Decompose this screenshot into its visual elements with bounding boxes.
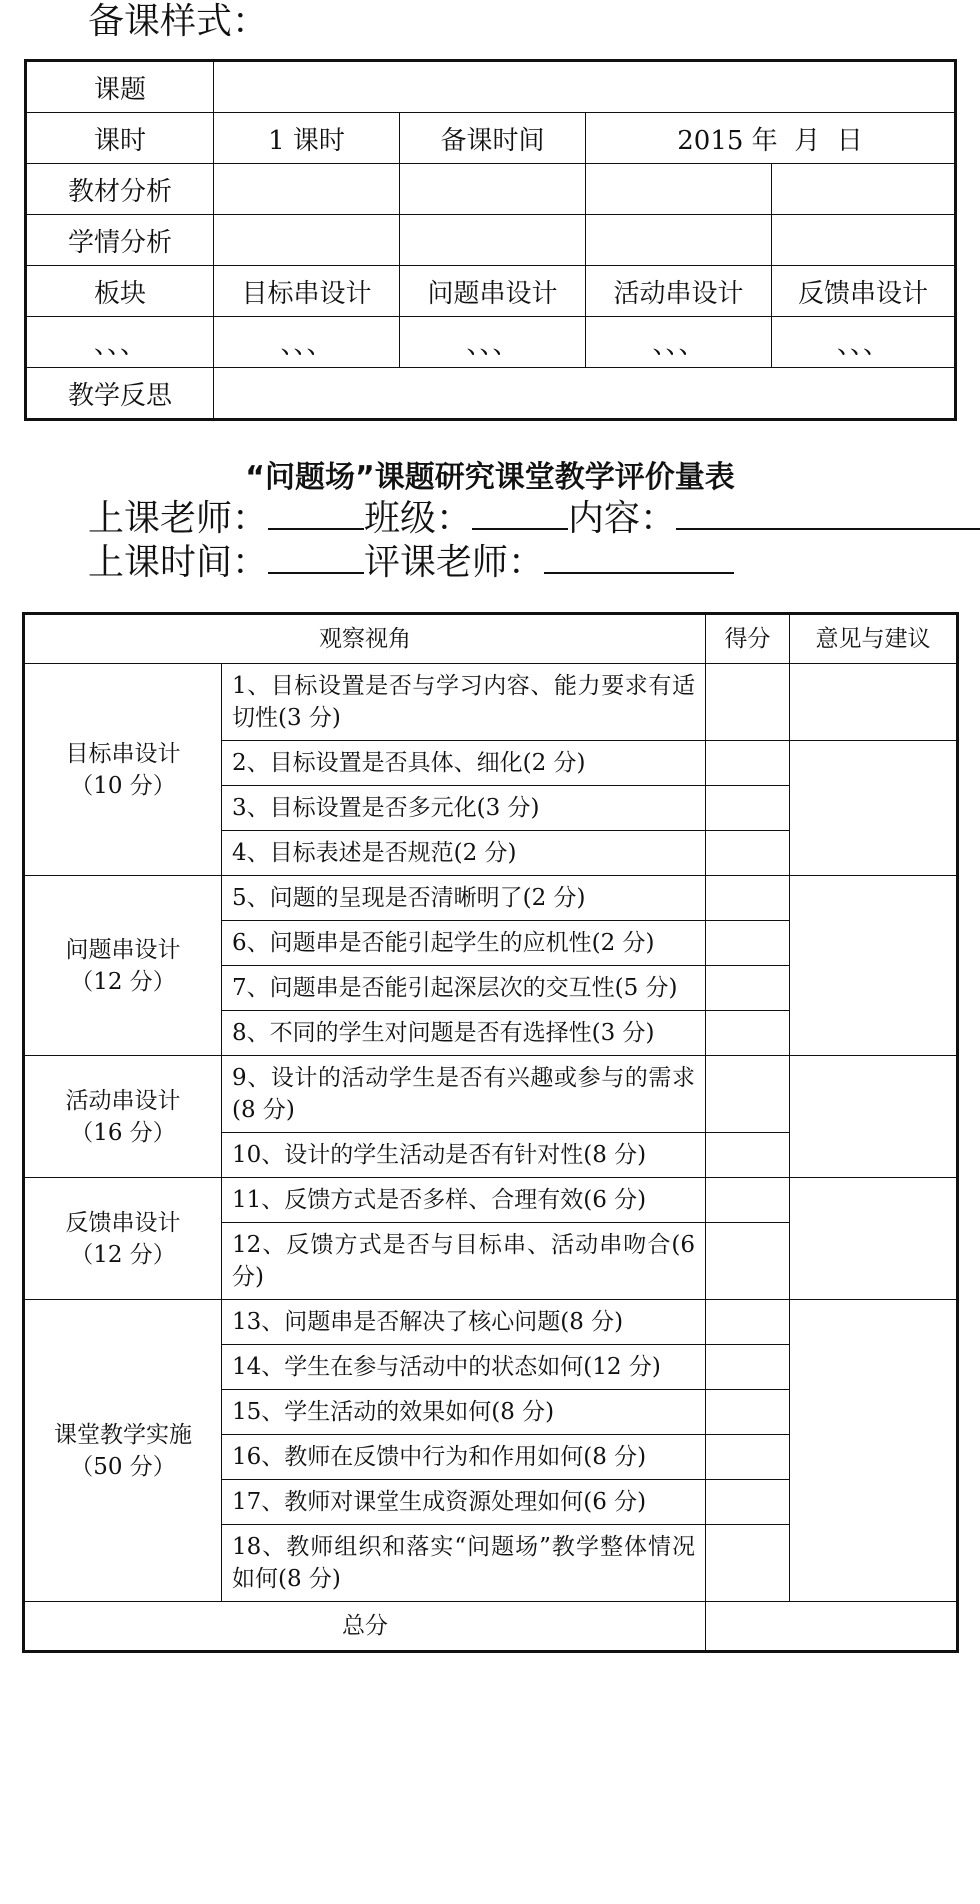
- score-cell[interactable]: [706, 1390, 790, 1435]
- criterion-text: 4、目标表述是否规范(2 分): [222, 831, 706, 876]
- column-feedback: 反馈串设计: [772, 266, 956, 317]
- lesson-prep-table: [24, 59, 957, 421]
- criterion-text: 2、目标设置是否具体、细化(2 分): [222, 741, 706, 786]
- criterion-text: 12、反馈方式是否与目标串、活动串吻合(6 分): [222, 1223, 706, 1300]
- reviewer-blank[interactable]: [544, 540, 734, 574]
- empty-cell: [586, 215, 772, 266]
- section-points: （16 分）: [70, 1119, 176, 1146]
- score-cell[interactable]: [706, 1056, 790, 1133]
- total-label: 总分: [24, 1602, 706, 1652]
- advice-cell[interactable]: [790, 1056, 958, 1178]
- ellipsis-cell: 、、、: [26, 317, 214, 368]
- criterion-text: 10、设计的学生活动是否有针对性(8 分): [222, 1133, 706, 1178]
- score-cell[interactable]: [706, 921, 790, 966]
- column-question: 问题串设计: [400, 266, 586, 317]
- score-cell[interactable]: [706, 1480, 790, 1525]
- table-row: [24, 1300, 958, 1345]
- section-title: 问题串设计: [65, 936, 181, 963]
- hours-row: [26, 113, 956, 164]
- ellipsis-cell: 、、、: [772, 317, 956, 368]
- topic-row: [26, 61, 956, 113]
- advice-cell[interactable]: [790, 1178, 958, 1300]
- criterion-text: 13、问题串是否解决了核心问题(8 分): [222, 1300, 706, 1345]
- reflection-cell: [214, 368, 956, 420]
- topic-cell: [214, 61, 956, 113]
- empty-cell: [214, 164, 400, 215]
- score-cell[interactable]: [706, 966, 790, 1011]
- content-label: 内容：: [568, 498, 677, 539]
- hours-value: 1 课时: [214, 113, 400, 164]
- score-cell[interactable]: [706, 1133, 790, 1178]
- empty-cell: [586, 164, 772, 215]
- col-score-header: 得分: [706, 614, 790, 664]
- score-cell[interactable]: [706, 1011, 790, 1056]
- column-activity: 活动串设计: [586, 266, 772, 317]
- score-cell[interactable]: [706, 1178, 790, 1223]
- evaluation-title: “问题场”课题研究课堂教学评价量表: [245, 460, 735, 495]
- students-row: [26, 215, 956, 266]
- section-name: [24, 1056, 222, 1178]
- heading: 备课样式：: [88, 1, 269, 42]
- column-goal: 目标串设计: [214, 266, 400, 317]
- advice-cell[interactable]: [790, 664, 958, 741]
- teacher-label: 上课老师：: [88, 498, 269, 539]
- prep-time-value: 2015 年 月 日: [586, 113, 956, 164]
- advice-cell[interactable]: [790, 876, 958, 1056]
- criterion-text: 5、问题的呈现是否清晰明了(2 分): [222, 876, 706, 921]
- reviewer-label: 评课老师：: [364, 542, 545, 583]
- evaluation-table: [22, 612, 959, 1653]
- total-row: [24, 1602, 958, 1652]
- table-row: [24, 664, 958, 741]
- criterion-text: 7、问题串是否能引起深层次的交互性(5 分): [222, 966, 706, 1011]
- section-name: [24, 876, 222, 1056]
- section-name: [24, 1178, 222, 1300]
- reflection-row: [26, 368, 956, 420]
- evaluation-header-row: [24, 614, 958, 664]
- section-points: （12 分）: [70, 968, 176, 995]
- score-cell[interactable]: [706, 1345, 790, 1390]
- table-row: [24, 1178, 958, 1223]
- criterion-text: 16、教师在反馈中行为和作用如何(8 分): [222, 1435, 706, 1480]
- info-line-1: [88, 496, 980, 541]
- criterion-text: 18、教师组织和落实“问题场”教学整体情况如何(8 分): [222, 1525, 706, 1602]
- score-cell[interactable]: [706, 1525, 790, 1602]
- info-line-2: [88, 540, 734, 585]
- score-cell[interactable]: [706, 741, 790, 786]
- advice-cell[interactable]: [790, 741, 958, 876]
- textbook-label: 教材分析: [26, 164, 214, 215]
- criterion-text: 1、目标设置是否与学习内容、能力要求有适切性(3 分): [222, 664, 706, 741]
- empty-cell: [772, 215, 956, 266]
- empty-cell: [400, 164, 586, 215]
- section-name: [24, 1300, 222, 1602]
- prep-time-label: 备课时间: [400, 113, 586, 164]
- section-title: 反馈串设计: [65, 1209, 181, 1236]
- section-name: [24, 664, 222, 876]
- class-blank[interactable]: [472, 496, 568, 530]
- teacher-blank[interactable]: [268, 496, 364, 530]
- ellipsis-cell: 、、、: [400, 317, 586, 368]
- board-row: [26, 266, 956, 317]
- total-score-cell[interactable]: [706, 1602, 958, 1652]
- score-cell[interactable]: [706, 786, 790, 831]
- section-points: （12 分）: [70, 1241, 176, 1268]
- score-cell[interactable]: [706, 664, 790, 741]
- col-view-header: 观察视角: [24, 614, 706, 664]
- criterion-text: 3、目标设置是否多元化(3 分): [222, 786, 706, 831]
- section-points: （50 分）: [70, 1453, 176, 1480]
- criterion-text: 17、教师对课堂生成资源处理如何(6 分): [222, 1480, 706, 1525]
- section-title: 目标串设计: [65, 740, 181, 767]
- score-cell[interactable]: [706, 831, 790, 876]
- ellipsis-row: [26, 317, 956, 368]
- ellipsis-cell: 、、、: [586, 317, 772, 368]
- score-cell[interactable]: [706, 876, 790, 921]
- empty-cell: [400, 215, 586, 266]
- section-title: 活动串设计: [65, 1087, 181, 1114]
- criterion-text: 9、设计的活动学生是否有兴趣或参与的需求(8 分): [222, 1056, 706, 1133]
- criterion-text: 11、反馈方式是否多样、合理有效(6 分): [222, 1178, 706, 1223]
- hours-label: 课时: [26, 113, 214, 164]
- topic-label: 课题: [26, 61, 214, 113]
- advice-cell[interactable]: [790, 1300, 958, 1602]
- criterion-text: 6、问题串是否能引起学生的应机性(2 分): [222, 921, 706, 966]
- col-advice-header: 意见与建议: [790, 614, 958, 664]
- section-points: （10 分）: [70, 772, 176, 799]
- content-blank[interactable]: [676, 496, 980, 530]
- time-label: 上课时间：: [88, 542, 269, 583]
- reflection-label: 教学反思: [26, 368, 214, 420]
- students-label: 学情分析: [26, 215, 214, 266]
- ellipsis-cell: 、、、: [214, 317, 400, 368]
- time-blank[interactable]: [268, 540, 364, 574]
- board-label: 板块: [26, 266, 214, 317]
- score-cell[interactable]: [706, 1300, 790, 1345]
- empty-cell: [772, 164, 956, 215]
- criterion-text: 8、不同的学生对问题是否有选择性(3 分): [222, 1011, 706, 1056]
- empty-cell: [214, 215, 400, 266]
- table-row: [24, 876, 958, 921]
- score-cell[interactable]: [706, 1223, 790, 1300]
- section-title: 课堂教学实施: [54, 1421, 192, 1448]
- score-cell[interactable]: [706, 1435, 790, 1480]
- class-label: 班级：: [364, 498, 473, 539]
- criterion-text: 14、学生在参与活动中的状态如何(12 分): [222, 1345, 706, 1390]
- table-row: [24, 1056, 958, 1133]
- criterion-text: 15、学生活动的效果如何(8 分): [222, 1390, 706, 1435]
- textbook-row: [26, 164, 956, 215]
